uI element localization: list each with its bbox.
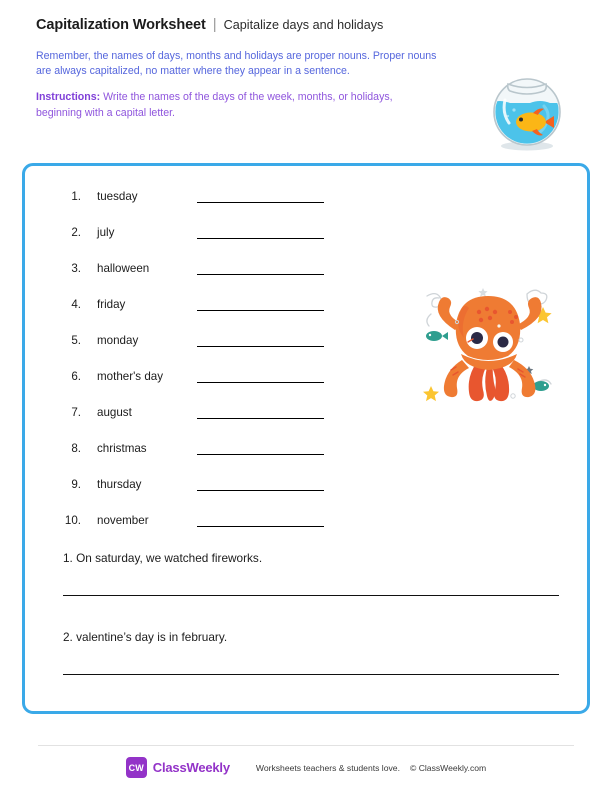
item-number: 3. xyxy=(71,261,81,275)
answer-line[interactable] xyxy=(197,261,324,275)
worksheet-card xyxy=(22,163,590,714)
page-title-main: Capitalization Worksheet xyxy=(36,17,206,33)
brand-logo[interactable] xyxy=(126,757,230,778)
word-list xyxy=(25,178,365,538)
answer-line[interactable] xyxy=(197,297,324,311)
page-title-subtitle: Capitalize days and holidays xyxy=(223,18,384,32)
list-item xyxy=(25,322,365,358)
item-word: halloween xyxy=(97,261,150,275)
sentence-section xyxy=(63,551,563,709)
page-title xyxy=(36,16,466,33)
answer-line[interactable] xyxy=(197,333,324,347)
instructions-label: Instructions: xyxy=(36,91,101,104)
item-number: 1. xyxy=(71,189,81,203)
instructions-note xyxy=(36,90,411,120)
answer-line[interactable] xyxy=(197,513,324,527)
item-word: july xyxy=(97,225,115,239)
sentence-answer-line[interactable] xyxy=(63,674,559,675)
sentence-block xyxy=(63,551,563,596)
list-item xyxy=(25,394,365,430)
answer-line[interactable] xyxy=(197,477,324,491)
instructions-body: Write the names of the days of the week, months, or holidays, beginning with a capital letter. xyxy=(36,91,393,119)
answer-line[interactable] xyxy=(197,369,324,383)
item-word: monday xyxy=(97,333,139,347)
page-footer xyxy=(0,757,612,778)
item-word: november xyxy=(97,513,149,527)
brand-name: ClassWeekly xyxy=(152,760,230,775)
footer-tagline: Worksheets teachers & students love. xyxy=(255,762,400,773)
sentence-text: 2. valentine’s day is in february. xyxy=(63,630,228,644)
item-number: 6. xyxy=(71,369,81,383)
item-number: 7. xyxy=(71,405,81,419)
item-number: 4. xyxy=(71,297,81,311)
item-number: 2. xyxy=(71,225,81,239)
sentence-block xyxy=(63,630,563,675)
fishbowl-illustration xyxy=(478,62,576,154)
brand-badge-icon: CW xyxy=(126,757,147,778)
list-item xyxy=(25,250,365,286)
item-word: friday xyxy=(97,297,126,311)
list-item xyxy=(25,178,365,214)
footer-divider xyxy=(38,745,574,746)
worksheet-header xyxy=(36,16,466,121)
item-word: august xyxy=(97,405,132,419)
octopus-illustration xyxy=(417,274,559,404)
remember-note: Remember, the names of days, months and holidays are proper nouns. Proper nouns are always capitalized, no matter where they appear in a sentence. xyxy=(36,50,437,78)
answer-line[interactable] xyxy=(197,441,324,455)
item-word: tuesday xyxy=(97,189,138,203)
item-word: thursday xyxy=(97,477,142,491)
answer-line[interactable] xyxy=(197,225,324,239)
sentence-text: 1. On saturday, we watched fireworks. xyxy=(63,551,263,565)
item-number: 5. xyxy=(71,333,81,347)
list-item xyxy=(25,214,365,250)
item-word: christmas xyxy=(97,441,147,455)
footer-copyright: © ClassWeekly.com xyxy=(409,762,487,773)
item-number: 8. xyxy=(71,441,81,455)
item-number: 9. xyxy=(71,477,81,491)
title-separator: | xyxy=(212,16,217,33)
answer-line[interactable] xyxy=(197,405,324,419)
list-item xyxy=(25,430,365,466)
list-item xyxy=(25,358,365,394)
sentence-answer-line[interactable] xyxy=(63,595,559,596)
answer-line[interactable] xyxy=(197,189,324,203)
item-number: 10. xyxy=(64,513,81,527)
list-item xyxy=(25,286,365,322)
item-word: mother's day xyxy=(97,369,164,383)
list-item xyxy=(25,502,365,538)
list-item xyxy=(25,466,365,502)
